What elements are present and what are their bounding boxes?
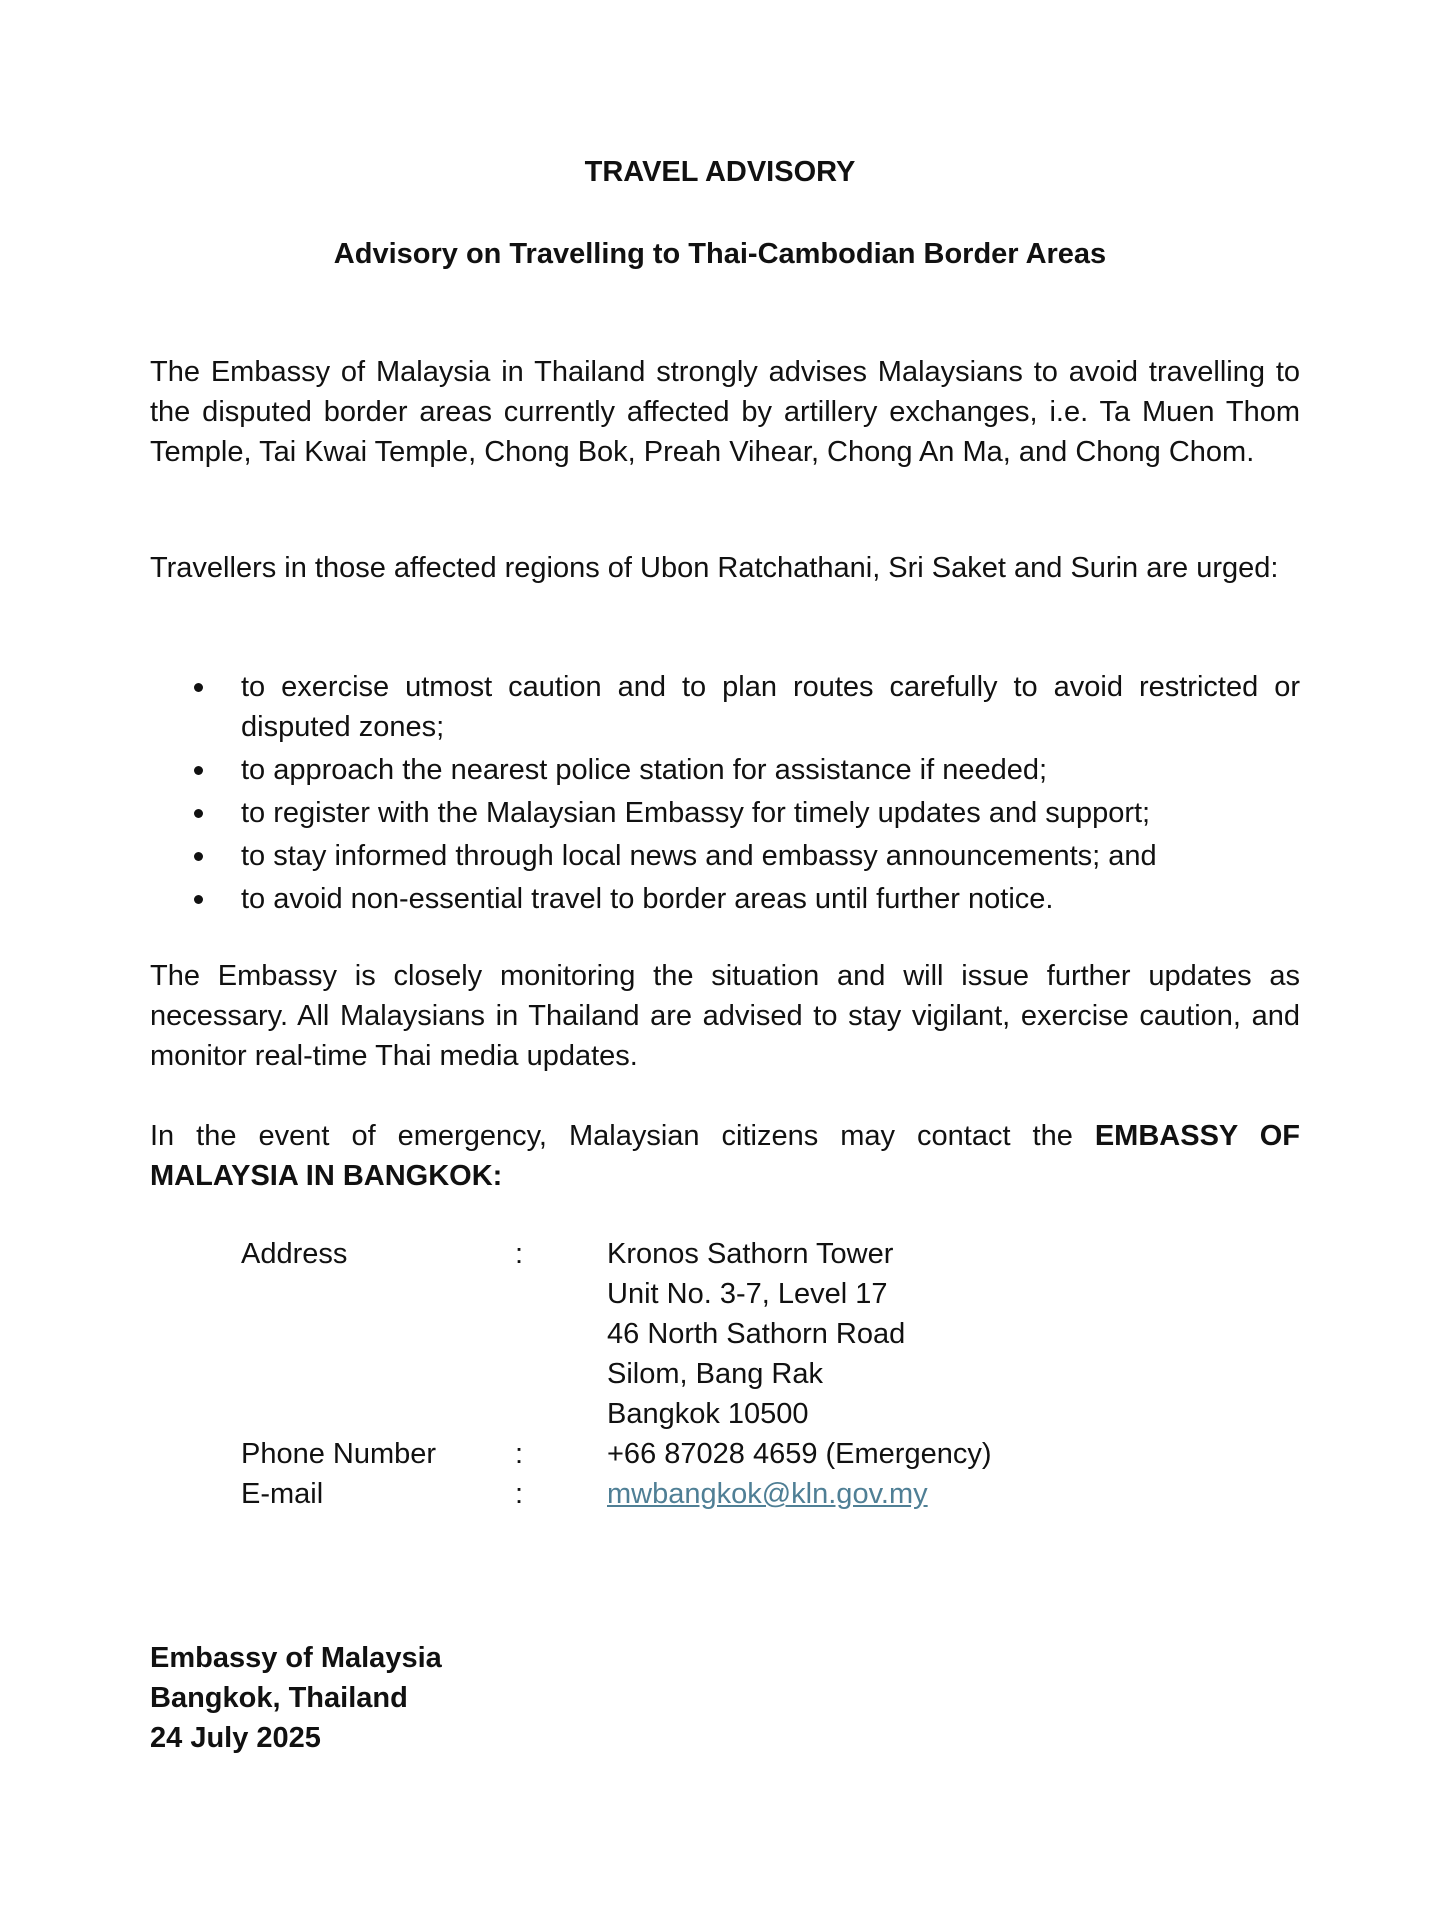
contact-row-address-cont <box>241 1394 1141 1434</box>
signature-location: Bangkok, Thailand <box>150 1682 408 1714</box>
contact-row-address-cont <box>241 1354 1141 1394</box>
advisory-paragraph-intro: The Embassy of Malaysia in Thailand strongly advises Malaysians to avoid travelling to the disputed border areas currently affected by artillery exchanges, i.e. Ta Muen Thom Temple, Tai Kwai Temple, Chong Bok, Preah Vihear, Chong An Ma, and Chong Chom. <box>150 356 1300 468</box>
bullet-icon <box>194 852 203 861</box>
document-title: TRAVEL ADVISORY <box>584 156 856 188</box>
bullet-text: to register with the Malaysian Embassy for timely updates and support; <box>241 797 1151 829</box>
email-label: E-mail <box>241 1478 324 1510</box>
document-subtitle: Advisory on Travelling to Thai-Cambodian Border Areas <box>333 238 1107 270</box>
phone-label: Phone Number <box>241 1438 437 1470</box>
advisory-paragraph-emergency <box>150 1116 1300 1196</box>
bullet-icon <box>194 809 203 818</box>
email-link[interactable]: mwbangkok@kln.gov.my <box>607 1478 928 1510</box>
bullet-text: to avoid non-essential travel to border areas until further notice. <box>241 883 1054 915</box>
list-item <box>150 836 1300 876</box>
list-item <box>150 793 1300 833</box>
advisory-paragraph-travellers: Travellers in those affected regions of Ubon Ratchathani, Sri Saket and Surin are urged: <box>150 552 1279 584</box>
contact-row-address-cont <box>241 1314 1141 1354</box>
phone-separator: : <box>515 1438 524 1470</box>
email-separator: : <box>515 1478 524 1510</box>
address-line: Kronos Sathorn Tower <box>607 1238 894 1270</box>
contact-details <box>241 1234 1141 1514</box>
signature-organization: Embassy of Malaysia <box>150 1642 442 1674</box>
phone-value: +66 87028 4659 (Emergency) <box>607 1438 992 1470</box>
contact-row-phone <box>241 1434 1141 1474</box>
address-label: Address <box>241 1238 348 1270</box>
address-line: Silom, Bang Rak <box>607 1358 823 1390</box>
bullet-icon <box>194 683 203 692</box>
advisory-bullet-list <box>150 667 1300 922</box>
address-line: 46 North Sathorn Road <box>607 1318 906 1350</box>
contact-row-address-cont <box>241 1274 1141 1314</box>
list-item <box>150 667 1300 747</box>
bullet-text: to stay informed through local news and embassy announcements; and <box>241 840 1157 872</box>
bullet-text: to approach the nearest police station for assistance if needed; <box>241 754 1048 786</box>
bullet-icon <box>194 766 203 775</box>
address-line: Bangkok 10500 <box>607 1398 809 1430</box>
contact-row-email <box>241 1474 1141 1514</box>
bullet-text: to exercise utmost caution and to plan routes carefully to avoid restricted or disputed zones; <box>241 671 1300 743</box>
list-item <box>150 750 1300 790</box>
list-item <box>150 879 1300 919</box>
contact-row-address <box>241 1234 1141 1274</box>
address-line: Unit No. 3-7, Level 17 <box>607 1278 888 1310</box>
advisory-paragraph-monitoring: The Embassy is closely monitoring the situation and will issue further updates as necessary. All Malaysians in Thailand are advised to stay vigilant, exercise caution, and monitor real-time Thai media updates. <box>150 960 1300 1072</box>
emergency-intro-text: In the event of emergency, Malaysian citizens may contact the <box>150 1120 1095 1152</box>
embassy-name-bold: EMBASSY OF MALAYSIA IN BANGKOK: <box>150 1120 1301 1192</box>
signature-block <box>150 1638 442 1758</box>
signature-date: 24 July 2025 <box>150 1722 321 1754</box>
bullet-icon <box>194 895 203 904</box>
address-separator: : <box>515 1238 524 1270</box>
